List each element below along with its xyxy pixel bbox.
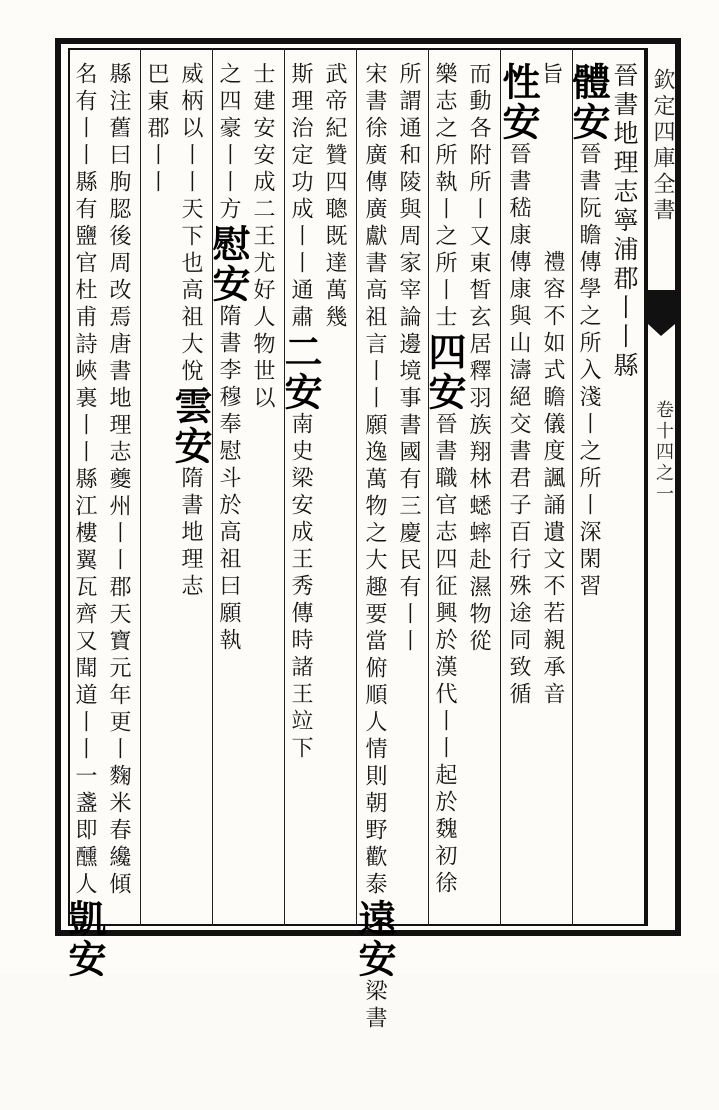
column-text: 南史梁安成王秀傳時諸王竝下: [288, 412, 313, 763]
text-column: [322, 62, 356, 922]
column-text: 隋書李穆奉慰斗於高祖曰願執: [216, 304, 241, 655]
text-column: [496, 62, 541, 922]
column-text: 武帝紀贊四聰既達萬幾: [322, 62, 347, 332]
text-column: [396, 62, 430, 922]
entry-heading: 凱安: [62, 899, 107, 979]
text-column: [206, 62, 251, 922]
column-text: 所謂通和: [396, 62, 421, 170]
column-text: 巴東郡丨丨: [144, 62, 169, 197]
column-text: 士建安安成二王尤好人物世以: [250, 62, 275, 413]
entry-heading: 四安: [422, 332, 467, 412]
text-column: [540, 250, 574, 1110]
column-text: 晉書阮瞻傳學之所入淺丨之所丨深閑習: [576, 142, 601, 601]
text-column: [352, 62, 397, 1033]
text-column: [422, 62, 467, 922]
column-text: 晉書職官志四征興於漢代丨丨起於魏初徐: [432, 412, 457, 898]
column-text: 陵與周家宰論邊境事書國有三慶民有丨丨: [396, 170, 421, 656]
volume-label: 卷十四之一: [653, 400, 674, 505]
entry-heading: 二安: [278, 332, 323, 412]
text-column: [466, 62, 500, 922]
text-column: [250, 62, 284, 922]
column-text: 隋書地理志: [178, 466, 203, 601]
book-title: 欽定四庫全書: [650, 68, 675, 224]
entry-heading: 體安: [566, 62, 611, 142]
column-text: 晉書嵇康傳康與山濤絕交書君子百行殊途同致循: [506, 142, 531, 709]
text-column: [62, 62, 107, 979]
text-column: [566, 62, 611, 922]
text-column: [144, 62, 178, 922]
column-text: 禮容不如式瞻儀度諷誦遺文不若親承音: [540, 250, 565, 709]
text-column: [168, 62, 213, 922]
column-text: 名有丨丨縣有鹽官杜甫詩峽裏丨丨縣江樓翼瓦齊又聞道丨丨: [72, 62, 97, 764]
column-text: 旨: [538, 62, 563, 89]
column-text: 丨麴米春纔傾: [106, 737, 131, 899]
text-column: [106, 62, 140, 922]
entry-heading: 性安: [496, 62, 541, 142]
column-text: 威柄以丨丨天下也高祖大悅: [178, 62, 203, 386]
column-text: 樂志之所執丨之所丨士: [432, 62, 457, 332]
column-text: 宋書徐廣傳廣獻書高祖言丨丨願逸萬: [362, 62, 387, 494]
column-text: 縣注舊曰朐䏰後周改焉唐書地理志夔州丨丨郡天寶元年更: [106, 62, 131, 737]
column-text: 而動各附所丨又東皙玄居釋羽族翔林蟋蟀赴濕物從: [466, 62, 491, 656]
column-text: 之四豪丨丨方: [216, 62, 241, 224]
column-text: 晉書地理志寧浦郡丨丨縣: [610, 62, 639, 381]
column-text: 梁書: [362, 979, 387, 1033]
entry-heading: 慰安: [206, 224, 251, 304]
entry-heading: 遠安: [352, 899, 397, 979]
column-text: 物之大趣要當俯順人情則朝野歡泰: [362, 494, 387, 899]
text-column: [278, 62, 323, 922]
text-column: [608, 62, 646, 922]
column-text: 一盞即醺人: [72, 764, 97, 899]
column-text: 斯理治定功成丨丨通肅: [288, 62, 313, 332]
entry-heading: 雲安: [168, 386, 213, 466]
fishtail-mark: [648, 290, 675, 324]
text-column: [536, 62, 572, 102]
